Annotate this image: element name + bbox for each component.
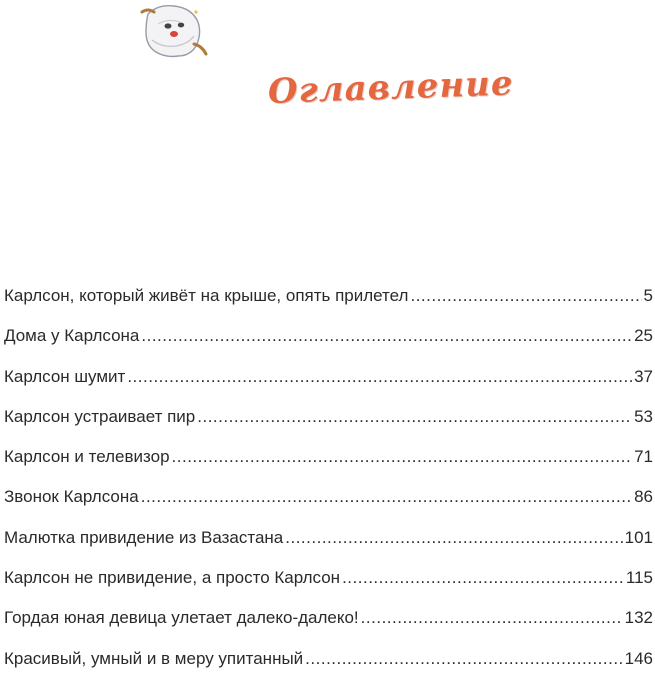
toc-entry-page: 25 [634, 326, 653, 346]
dot-leader [361, 608, 623, 628]
toc-entry[interactable] [4, 528, 653, 568]
dot-leader [172, 447, 633, 467]
toc-entry-page: 37 [634, 366, 653, 386]
dot-leader [410, 286, 641, 306]
toc-entry-page: 146 [624, 648, 653, 668]
dot-leader [141, 326, 632, 346]
toc-entry[interactable] [4, 407, 653, 447]
page-title: Оглавление [267, 63, 515, 112]
toc-entry-page: 132 [624, 608, 653, 628]
toc-entry-title: Гордая юная девица улетает далеко-далеко! [4, 608, 359, 628]
toc-entry-page: 5 [643, 286, 653, 305]
toc-entry[interactable] [4, 568, 653, 608]
toc-entry-page: 86 [634, 487, 653, 507]
dot-leader [285, 528, 622, 548]
toc-entry-title: Карлсон не привидение, а просто Карлсон [4, 568, 341, 588]
toc-entry[interactable] [4, 326, 653, 366]
toc-entry-title: Карлсон и телевизор [4, 447, 170, 467]
dot-leader [141, 487, 632, 507]
toc-entry[interactable] [4, 447, 653, 487]
dot-leader [127, 367, 632, 387]
toc-entry[interactable] [4, 608, 653, 648]
toc-entry-page: 101 [624, 527, 653, 547]
toc-entry-page: 115 [625, 568, 653, 588]
toc-entry[interactable] [4, 286, 653, 326]
table-of-contents [4, 286, 653, 689]
toc-entry[interactable] [4, 367, 653, 407]
toc-entry[interactable] [4, 487, 653, 527]
toc-entry-page: 53 [634, 406, 653, 426]
toc-entry-title: Дома у Карлсона [4, 326, 140, 346]
toc-entry-title: Звонок Карлсона [4, 487, 139, 507]
toc-entry-title: Малютка привидение из Вазастана [4, 527, 284, 547]
ghost-illustration-icon [138, 0, 208, 62]
toc-entry-title: Красивый, умный и в меру упитанный [4, 648, 304, 668]
toc-entry-title: Карлсон шумит [4, 366, 126, 386]
toc-entry-page: 71 [634, 447, 653, 467]
dot-leader [305, 649, 622, 669]
toc-entry-title: Карлсон, который живёт на крыше, опять прилетел [4, 286, 409, 305]
dot-leader [197, 407, 632, 427]
dot-leader [342, 568, 624, 588]
toc-entry-title: Карлсон устраивает пир [4, 406, 196, 426]
